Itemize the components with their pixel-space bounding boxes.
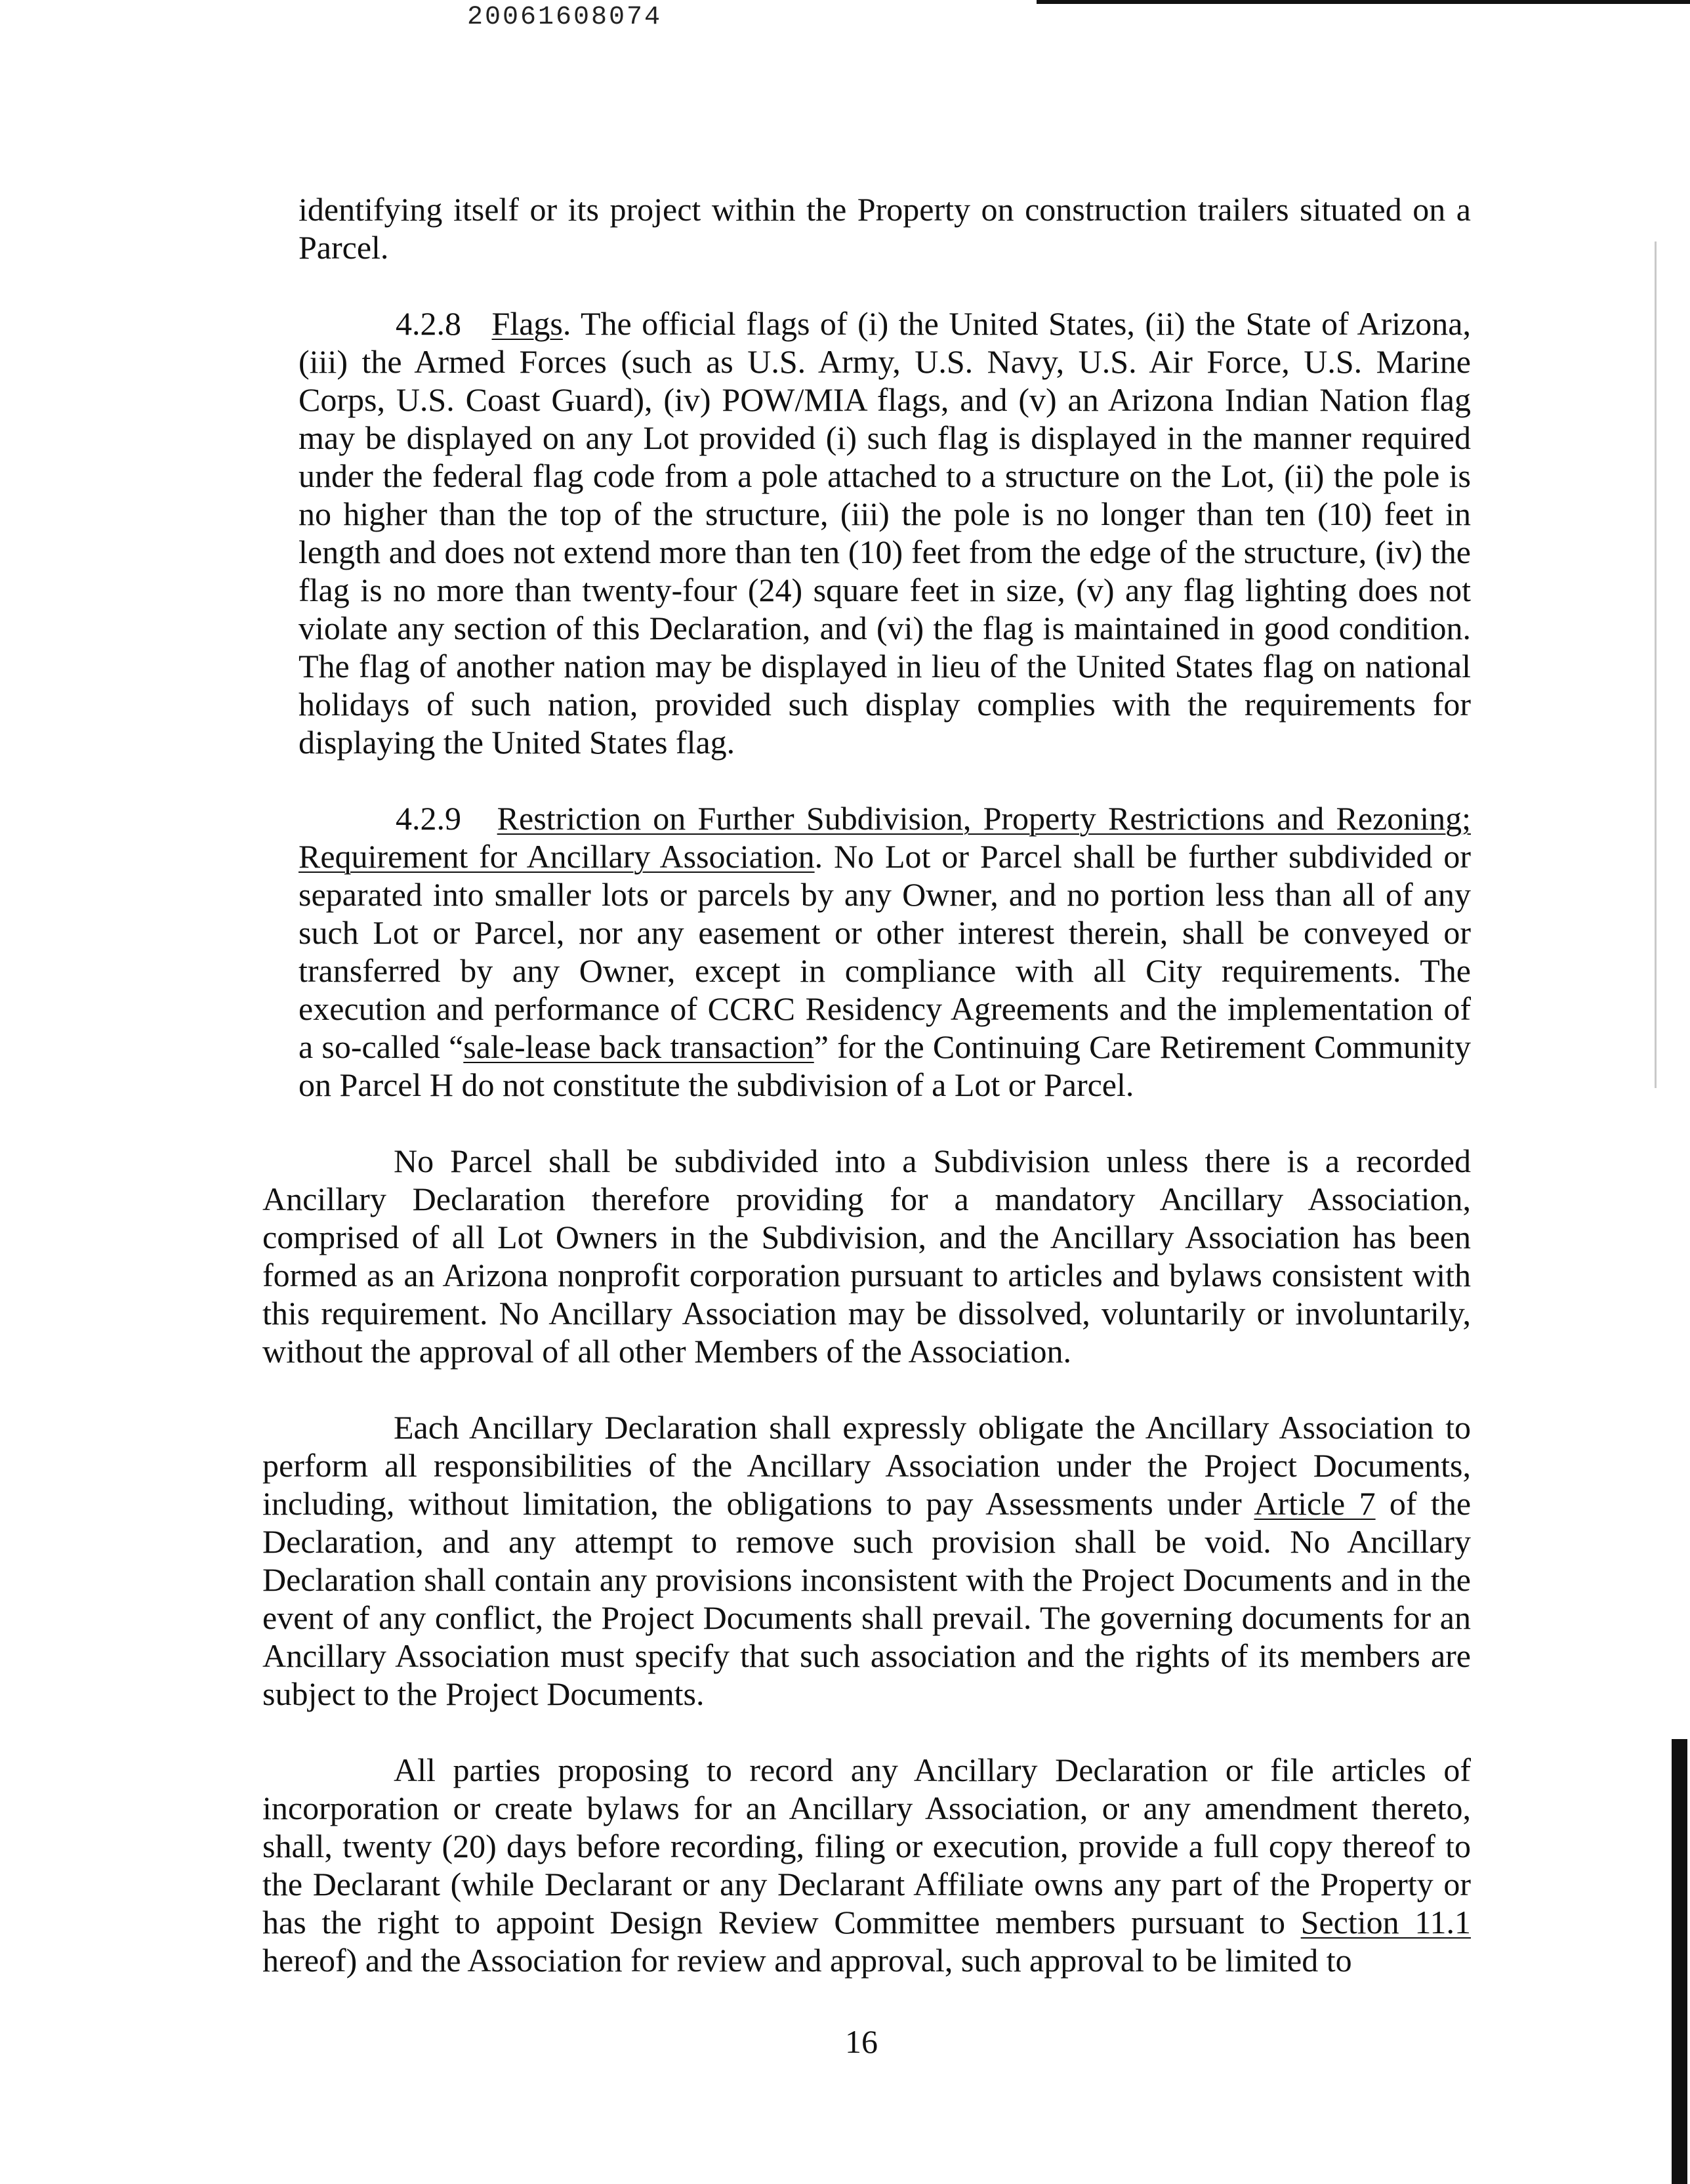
section-number: 4.2.9 (396, 800, 461, 837)
section-text: . The official flags of (i) the United States, (ii) the State of Arizona, (iii) the Armed Forces (such as U.S. Army, U.S. Navy, U.S. Air Force, U.S. Marine Corps, U.S. Coast Guard), (iv) POW/MIA flags, and (v) an Arizona Indian Nation flag may be displayed on any Lot provided (i) such flag is displayed in the manner required under the federal flag code from a pole attached to a structure on the Lot, (ii) the pole is no higher than the top of the structure, (iii) the pole is no longer than ten (10) feet in length and does not extend more than ten (10) feet from the edge of the structure, (iv) the flag is no more than twenty-four (24) square feet in size, (v) any flag lighting does not violate any section of this Declaration, and (vi) the flag is maintained in good condition. The flag of another nation may be displayed in lieu of the United States flag on national holidays of such nation, provided such display complies with the requirements for displaying the United States flag. (299, 305, 1471, 761)
paragraph-text: Each Ancillary Declaration shall expressly obligate the Ancillary Association to perform all responsibilities of the Ancillary Association under the Project Documents, including, without limitation, the obligations to pay Assessments under (262, 1409, 1471, 1522)
paragraph-continuation: identifying itself or its project within the Property on construction trailers situated on a Parcel. (299, 191, 1471, 266)
section-text: ” for the Continuing Care Retirement Community on Parcel H do not constitute the subdivision of a Lot or Parcel. (299, 1028, 1471, 1103)
paragraph-text: of the Declaration, and any attempt to remove such provision shall be void. No Ancillary Declaration shall contain any provisions inconsistent with the Project Documents and in the event of any conflict, the Project Documents shall prevail. The governing documents for an Ancillary Association must specify that such association and the rights of its members are subject to the Project Documents. (262, 1485, 1472, 1712)
document-number: 20061608074 (467, 3, 663, 32)
section-4-2-9 (299, 799, 1471, 1104)
paragraph-obligations (262, 1408, 1471, 1713)
section-number: 4.2.8 (396, 305, 461, 342)
paragraph-subdivision: No Parcel shall be subdivided into a Subdivision unless there is a recorded Ancillary Declaration therefore providing for a mandatory Ancillary Association, comprised of all Lot Owners in the Subdivision, and the Ancillary Association has been formed as an Arizona nonprofit corporation pursuant to articles and bylaws consistent with this requirement. No Ancillary Association may be dissolved, voluntarily or involuntarily, without the approval of all other Members of the Association. (262, 1143, 1471, 1370)
paragraph-text: All parties proposing to record any Ancillary Declaration or file articles of incorporation or create bylaws for an Ancillary Association, or any amendment thereto, shall, twenty (20) days before recording, filing or execution, provide a full copy thereof to the Declarant (while Declarant or any Declarant Affiliate owns any part of the Property or has the right to appoint Design Review Committee members pursuant to (262, 1752, 1471, 1941)
section-text: . No Lot or Parcel shall be further subdivided or separated into smaller lots or parcels by any Owner, and no portion less than all of any such Lot or Parcel, nor any easement or other interest therein, shall be conveyed or transferred by any Owner, except in compliance with all City requirements. The execution and performance of CCRC Residency Agreements and the implementation of a so-called “ (299, 838, 1471, 1065)
scan-edge-bar (1672, 1739, 1687, 2184)
paragraph-text: hereof) and the Association for review and approval, such approval to be limited to (262, 1942, 1352, 1979)
section-title: Restriction on Further Subdivision, Property Restrictions and Rezoning; Requirement for Ancillary Association (299, 800, 1471, 875)
page-body (262, 190, 1471, 2017)
section-reference: Section 11.1 (1300, 1904, 1471, 1941)
paragraph-review (262, 1751, 1471, 1979)
defined-term: sale-lease back transaction (463, 1028, 814, 1065)
section-title: Flags (491, 305, 563, 342)
article-reference: Article 7 (1254, 1485, 1376, 1522)
section-4-2-8 (299, 304, 1471, 761)
margin-revision-mark (1655, 242, 1657, 1088)
page-number: 16 (845, 2023, 878, 2060)
header-rule (1037, 0, 1690, 4)
